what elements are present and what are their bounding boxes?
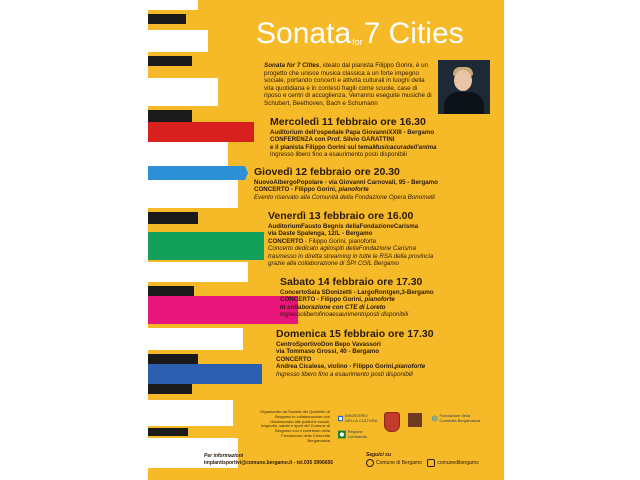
event-date: Sabato 14 febbraio ore 17.30 xyxy=(280,276,423,288)
blue-stripe-wedge xyxy=(234,166,248,180)
event-date: Giovedì 12 febbraio ore 20.30 xyxy=(254,166,400,178)
instagram-icon xyxy=(427,459,435,467)
event-3: Venerdì 13 febbraio ore 16.00 AuditoriumFausto Begnis dellaFondazioneCarisma via Daste Spalenga, 12/L - Bergamo CONCERTO - Filippo Gorini, pianoforte Concerto dedicato agliospiti dellaFondazione Carisma trasmesso in diretta streaming in tutte le RSA della provincia grazie alla collaborazione di SPI CGIL Bergamo xyxy=(268,210,434,268)
navy-stripe xyxy=(148,364,262,384)
pink-stripe xyxy=(148,296,298,324)
organizer-text: Organizzato da Società del Quartetto di Bergamo in collaborazione con l'Assessorato alle politiche sociali, longevità, salute e sport del Comune di Bergamo con il contributo della Fondazione della Comunità Bergamasca xyxy=(259,409,330,443)
comune-crest-logo xyxy=(384,412,400,432)
facebook-icon xyxy=(366,459,374,467)
intro-paragraph: Sonata for 7 Cities, ideato dal pianista Filippo Gorini, è un progetto che unisce musica classica a un forte impegno sociale, portando concerti e attività culturali in luoghi della vita quotidiana e in contesti fragili come scuole, case di riposo e centri di accoglienza. Verranno eseguite musiche di Schubert, Beethoven, Bach e Schumann xyxy=(264,62,432,107)
instagram-link[interactable]: comunedibergamo xyxy=(427,460,478,466)
facebook-link[interactable]: Comune di Bergamo xyxy=(366,460,422,466)
contact-email-phone[interactable]: impiantisportivi@comune.bergamo.it - tel.035 3996656 xyxy=(204,460,334,466)
event-2: Giovedì 12 febbraio ore 20.30 NuovoAlbergoPopolare - via Giovanni Carnovali, 95 - Bergamo CONCERTO - Filippo Gorini, pianoforte Evento riservato alla Comunità della Fondazione Opera Bonomelli xyxy=(254,166,438,201)
event-1: Mercoledì 11 febbraio ore 16.30 Auditorium dell'ospedale Papa GiovanniXXIII - Bergamo CONFERENZA con Prof. Silvio GARATTINI e il pianista Filippo Gorini sul temaMusicacuradell'anima Ingresso libero fino a esaurimento posti disponibili xyxy=(270,116,437,159)
event-date: Domenica 15 febbraio ore 17.30 xyxy=(276,328,434,340)
event-4: Sabato 14 febbraio ore 17.30 ConcertoSala SDonizetti - LargoRontgen,3-Bergamo CONCERTO - Filippo Gorini, pianoforte In collaborazione con CTE di Loreto Ingressoliberofinoaesaurimentoposti disponibili xyxy=(280,276,434,319)
regione-lombardia-logo: Regione Lombardia xyxy=(338,430,378,439)
blue-stripe xyxy=(148,166,234,180)
fondazione-comunita-logo: Fondazione della Comunità Bergamasca xyxy=(432,414,484,423)
event-date: Venerdì 13 febbraio ore 16.00 xyxy=(268,210,414,222)
social-links: Seguici su Comune di Bergamo comunedibergamo xyxy=(366,452,479,467)
red-stripe xyxy=(148,122,254,142)
poster-title: Sonata$^{for}$7 Cities xyxy=(256,17,464,50)
ministero-cultura-logo: MINISTERO DELLA CULTURA xyxy=(338,414,378,423)
green-stripe xyxy=(148,232,264,260)
contact-info: Per informazioni impiantisportivi@comune.bergamo.it - tel.035 3996656 xyxy=(204,453,334,466)
pianist-photo xyxy=(438,60,490,114)
quartetto-logo xyxy=(408,413,422,427)
event-date: Mercoledì 11 febbraio ore 16.30 xyxy=(270,116,426,128)
event-5: Domenica 15 febbraio ore 17.30 CentroSportivoDon Bepo Vavassori via Tommaso Grossi, 40 - Bergamo CONCERTO Andrea Cicalese, violino - Filippo Gorini,pianoforte Ingresso libero fino a esaurimento posti disponibili xyxy=(276,328,434,378)
